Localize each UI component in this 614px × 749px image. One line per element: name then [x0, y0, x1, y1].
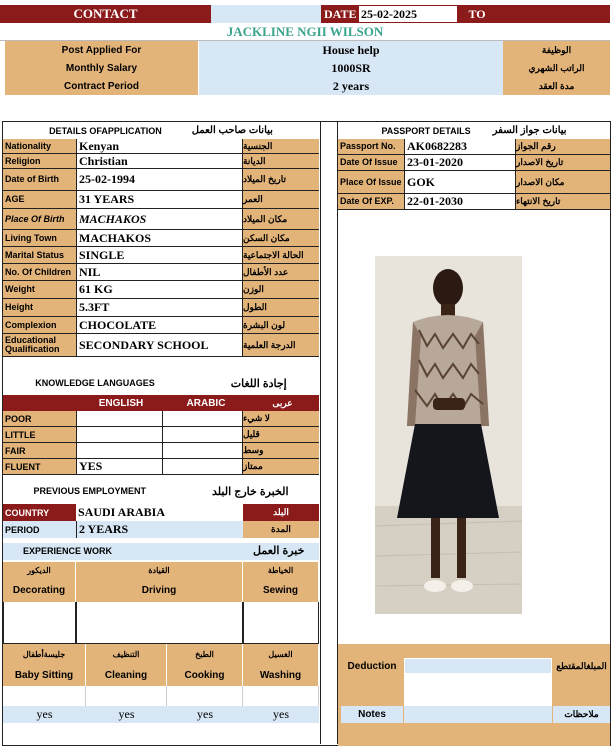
- app-ar: الدرجة العلمية: [243, 334, 319, 357]
- app-value: SINGLE: [76, 247, 243, 264]
- experience-skill-value: yes: [167, 706, 243, 723]
- app-value: CHOCOLATE: [76, 317, 243, 334]
- app-ar: الجنسية: [243, 139, 319, 154]
- passport-ar: رقم الجواز: [516, 139, 610, 155]
- languages-col-header: [3, 395, 319, 411]
- app-ar: الطول: [243, 299, 319, 317]
- experience-skill-spacer: [167, 686, 243, 706]
- experience-skill-en: Driving: [76, 578, 243, 602]
- experience-skill-en: Decorating: [3, 578, 76, 602]
- app-value: 31 YEARS: [76, 191, 243, 209]
- notes-label: Notes: [341, 706, 403, 723]
- app-label: Place Of Birth: [3, 209, 76, 230]
- period-label: PERIOD: [3, 521, 76, 538]
- app-value: Christian: [76, 154, 243, 169]
- experience-skill-ar: الطبخ: [167, 644, 243, 664]
- experience-skill-ar: التنظيف: [86, 644, 167, 664]
- country-ar: البلد: [243, 504, 319, 521]
- applicant-photo: [375, 256, 522, 614]
- app-label: AGE: [3, 191, 76, 209]
- col-arabic: ARABIC: [186, 397, 226, 409]
- app-ar: الوزن: [243, 281, 319, 299]
- experience-skill-ar: الخياطة: [243, 562, 319, 578]
- to-value: [496, 5, 610, 23]
- app-ar: الحالة الاجتماعية: [243, 247, 319, 264]
- app-label: No. Of Children: [3, 264, 76, 281]
- app-label: Weight: [3, 281, 76, 299]
- languages-header-ar: إجادة اللغات: [230, 377, 287, 390]
- app-value: 61 KG: [76, 281, 243, 299]
- language-level-ar: لا شيء: [243, 411, 319, 427]
- language-arabic-value: [163, 427, 243, 443]
- app-ar: عدد الأطفال: [243, 264, 319, 281]
- passport-value: 23-01-2020: [404, 155, 516, 171]
- deduction-ar: المبلغالمقتطع: [556, 660, 607, 671]
- app-ar: العمر: [243, 191, 319, 209]
- language-arabic-value: [163, 411, 243, 427]
- notes-value: [404, 706, 552, 723]
- application-header-en: DETAILS OFAPPLICATION: [49, 125, 162, 136]
- app-value: MACHAKOS: [76, 230, 243, 247]
- contract-value: 2 years: [198, 77, 503, 95]
- experience-skill-en: Baby Sitting: [3, 664, 86, 686]
- application-header-ar: بيانات صاحب العمل: [191, 125, 273, 136]
- notes-ar: ملاحظات: [553, 706, 610, 723]
- job-table: [5, 41, 610, 95]
- app-ar: الديانة: [243, 154, 319, 169]
- experience-skill-value: yes: [3, 706, 86, 723]
- experience-skill-value: [3, 602, 76, 644]
- deduction-spacer: [404, 674, 552, 708]
- app-value: MACHAKOS: [76, 209, 243, 230]
- passport-ar: مكان الاصدار: [516, 171, 610, 194]
- experience-skill-value: [243, 602, 319, 644]
- language-level-ar: ممتاز: [243, 459, 319, 475]
- experience-skill-en: Sewing: [243, 578, 319, 602]
- language-level-ar: وسط: [243, 443, 319, 459]
- passport-ar: تاريخ الاصدار: [516, 155, 610, 171]
- experience-skill-ar: الديكور: [3, 562, 76, 578]
- app-label: Living Town: [3, 230, 76, 247]
- app-value: Kenyan: [76, 139, 243, 154]
- experience-header-en: EXPERIENCE WORK: [23, 546, 113, 556]
- experience-skill-ar: الغسيل: [243, 644, 319, 664]
- experience-header-ar: خبرة العمل: [253, 545, 305, 557]
- language-english-value: [76, 427, 163, 443]
- experience-skill-spacer: [86, 686, 167, 706]
- experience-skill-en: Washing: [243, 664, 319, 686]
- app-label: Religion: [3, 154, 76, 169]
- app-value: SECONDARY SCHOOL: [76, 334, 243, 357]
- experience-skill-ar: القيادة: [76, 562, 243, 578]
- period-ar: المدة: [243, 521, 319, 538]
- passport-label: Date Of Issue: [338, 155, 404, 171]
- previous-header-en: PREVIOUS EMPLOYMENT: [33, 486, 147, 496]
- passport-value: 22-01-2030: [404, 194, 516, 210]
- language-english-value: [76, 411, 163, 427]
- language-english-value: [76, 443, 163, 459]
- col-ar: عربى: [272, 397, 293, 408]
- experience-skill-value: yes: [86, 706, 167, 723]
- language-arabic-value: [163, 459, 243, 475]
- passport-label: Date Of EXP.: [338, 194, 404, 210]
- app-label: Educational Qualification: [3, 334, 76, 357]
- experience-skill-en: Cleaning: [86, 664, 167, 686]
- date-value: 25-02-2025: [358, 5, 458, 23]
- language-level-label: POOR: [3, 411, 76, 427]
- passport-value: GOK: [404, 171, 516, 194]
- language-level-label: LITTLE: [3, 427, 76, 443]
- date-label: DATE: [321, 5, 358, 23]
- passport-label: Passport No.: [338, 139, 404, 155]
- experience-skill-spacer: [243, 686, 319, 706]
- experience-skill-ar: جليسةأطفال: [3, 644, 86, 664]
- languages-header-en: KNOWLEDGE LANGUAGES: [35, 378, 155, 388]
- app-label: Nationality: [3, 139, 76, 154]
- experience-skill-value: yes: [243, 706, 319, 723]
- app-value: 25-02-1994: [76, 169, 243, 191]
- experience-skill-en: Cooking: [167, 664, 243, 686]
- app-value: 5.3FT: [76, 299, 243, 317]
- post-ar: الوظيفة: [503, 41, 610, 59]
- period-value: 2 YEARS: [76, 521, 243, 538]
- col-english: ENGLISH: [98, 397, 144, 409]
- applicant-name: JACKLINE NGII WILSON: [0, 24, 610, 41]
- experience-header: [3, 543, 319, 560]
- passport-header: [338, 122, 610, 139]
- deduction-label: Deduction: [341, 656, 403, 676]
- passport-header-ar: بيانات جواز السفر: [492, 125, 567, 136]
- app-label: Date of Birth: [3, 169, 76, 191]
- app-label: Complexion: [3, 317, 76, 334]
- app-value: NIL: [76, 264, 243, 281]
- deduction-value: [404, 658, 552, 674]
- language-level-ar: قليل: [243, 427, 319, 443]
- language-level-label: FAIR: [3, 443, 76, 459]
- experience-skill-value: [76, 602, 243, 644]
- salary-ar: الراتب الشهري: [503, 59, 610, 77]
- languages-header: [3, 371, 319, 395]
- passport-ar: تاريخ الانتهاء: [516, 194, 610, 210]
- post-label: Post Applied For: [5, 41, 198, 59]
- experience-skill-spacer: [3, 686, 86, 706]
- previous-header-ar: الخبرة خارج البلد: [212, 485, 289, 498]
- salary-label: Monthly Salary: [5, 59, 198, 77]
- passport-header-en: PASSPORT DETAILS: [381, 125, 471, 136]
- app-ar: تاريخ الميلاد: [243, 169, 319, 191]
- app-ar: مكان السكن: [243, 230, 319, 247]
- photo-figure: [375, 256, 522, 614]
- app-label: Marital Status: [3, 247, 76, 264]
- country-label: COUNTRY: [3, 504, 76, 521]
- passport-value: AK0682283: [404, 139, 516, 155]
- salary-value: 1000SR: [198, 59, 503, 77]
- passport-label: Place Of Issue: [338, 171, 404, 194]
- country-value: SAUDI ARABIA: [76, 504, 243, 521]
- to-label: TO: [458, 5, 496, 23]
- contact-value: [211, 5, 321, 23]
- application-header: [3, 122, 319, 139]
- app-label: Height: [3, 299, 76, 317]
- app-ar: لون البشرة: [243, 317, 319, 334]
- language-level-label: FLUENT: [3, 459, 76, 475]
- contract-ar: مدة العقد: [503, 77, 610, 95]
- contact-label: CONTACT: [0, 5, 211, 23]
- language-english-value: YES: [76, 459, 163, 475]
- post-value: House help: [198, 41, 503, 59]
- contract-label: Contract Period: [5, 77, 198, 95]
- language-arabic-value: [163, 443, 243, 459]
- previous-header: [3, 478, 319, 504]
- app-ar: مكان الميلاد: [243, 209, 319, 230]
